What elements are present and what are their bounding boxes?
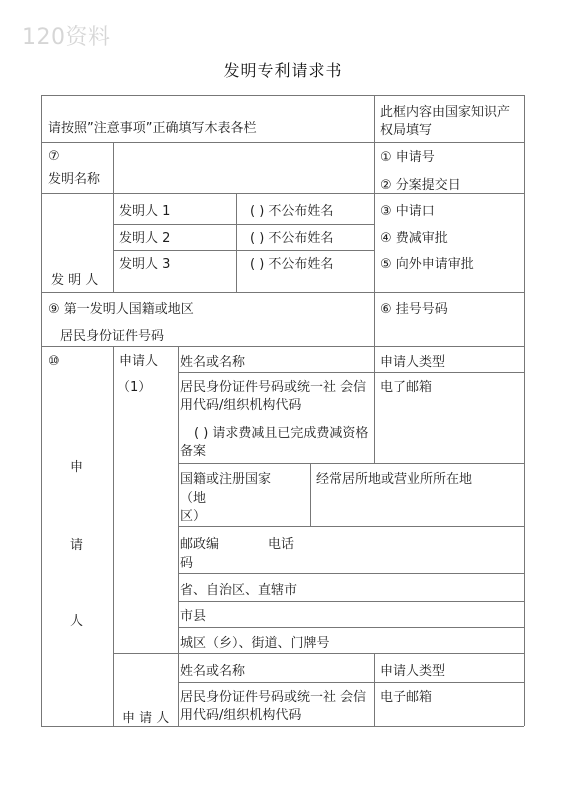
applicant-1-postcode-label-cont: 码 [180, 556, 194, 571]
applicant-section-number: ⑩ [48, 354, 60, 369]
first-inventor-nationality-label: ⑨ 第一发明人国籍或地区 [48, 302, 194, 317]
invention-name-number: ⑦ [48, 149, 60, 164]
inventor-section-label: 发 明 人 [51, 273, 99, 288]
applicant-2-id-label: 居民身份证件号码或统一社 会信用代码/组织机构代码 [180, 690, 367, 723]
applicant-1-name-label: 姓名或名称 [180, 355, 246, 370]
fee-reduction-label: ④ 费减审批 [380, 231, 448, 246]
applicant-2-label: 申 请 人 [122, 711, 170, 726]
divisional-date-label: ② 分案提交日 [380, 178, 461, 193]
applicant-1-nationality-region: （地区） [180, 491, 207, 524]
applicant-1-label: 申请人 [119, 354, 159, 369]
inventor-3-label: 发明人 3 [119, 257, 171, 272]
office-use-note: 此框内容由国家知识产权局填写 [380, 105, 511, 138]
inventor-2-hide-name-option[interactable]: ( ) 不公布姓名 [250, 231, 334, 246]
watermark: 120资料 [22, 25, 111, 50]
invention-name-field[interactable] [114, 143, 373, 192]
form-instruction: 请按照”注意事项”正确填写木表各栏 [48, 121, 257, 136]
first-inventor-id-label: 居民身份证件号码 [60, 329, 165, 344]
page-title: 发明专利请求书 [223, 61, 343, 80]
application-number-label: ① 申请号 [380, 150, 435, 165]
applicant-2-email-label: 电子邮箱 [380, 690, 433, 705]
applicant-1-city-label: 市县 [180, 609, 207, 624]
applicant-section-char-3: 人 [70, 614, 84, 629]
inventor-1-hide-name-option[interactable]: ( ) 不公布姓名 [250, 204, 334, 219]
applicant-1-nationality-label: 国籍或注册国家 [180, 472, 272, 487]
application-date-label: ③ 中请口 [380, 204, 435, 219]
applicant-1-residence-label: 经常居所地或营业所所在地 [316, 472, 473, 487]
applicant-section-char-1: 申 [70, 460, 84, 475]
inventor-2-label: 发明人 2 [119, 231, 171, 246]
applicant-1-phone-label: 电话 [268, 537, 295, 552]
applicant-1-email-label: 电了邮箱 [380, 380, 433, 395]
applicant-1-index: （1） [117, 380, 152, 395]
applicant-2-type-label: 申请人类型 [380, 664, 446, 679]
applicant-1-address-label: 城区（乡）、街道、门牌号 [180, 636, 330, 651]
applicant-2-name-label: 姓名或名称 [180, 664, 246, 679]
inventor-1-label: 发明人 1 [119, 204, 171, 219]
invention-name-label: 发明名称 [48, 172, 101, 187]
applicant-section-char-2: 请 [70, 538, 84, 553]
foreign-filing-label: ⑤ 向外申请审批 [380, 257, 474, 272]
applicant-1-id-label: 居民身份证件号码或统一社 会信用代码/组织机构代码 [180, 380, 367, 413]
applicant-1-type-label: 申请人类型 [380, 355, 446, 370]
applicant-1-postcode-label: 邮政编 [180, 537, 220, 552]
inventor-3-hide-name-option[interactable]: ( ) 不公布姓名 [250, 257, 334, 272]
applicant-1-fee-reduction-option[interactable]: ( ) 请求费减且已完成费减资格备案 [180, 426, 369, 459]
applicant-1-province-label: 省、自治区、直辖市 [180, 583, 298, 598]
registered-mail-label: ⑥ 挂号号码 [380, 302, 448, 317]
